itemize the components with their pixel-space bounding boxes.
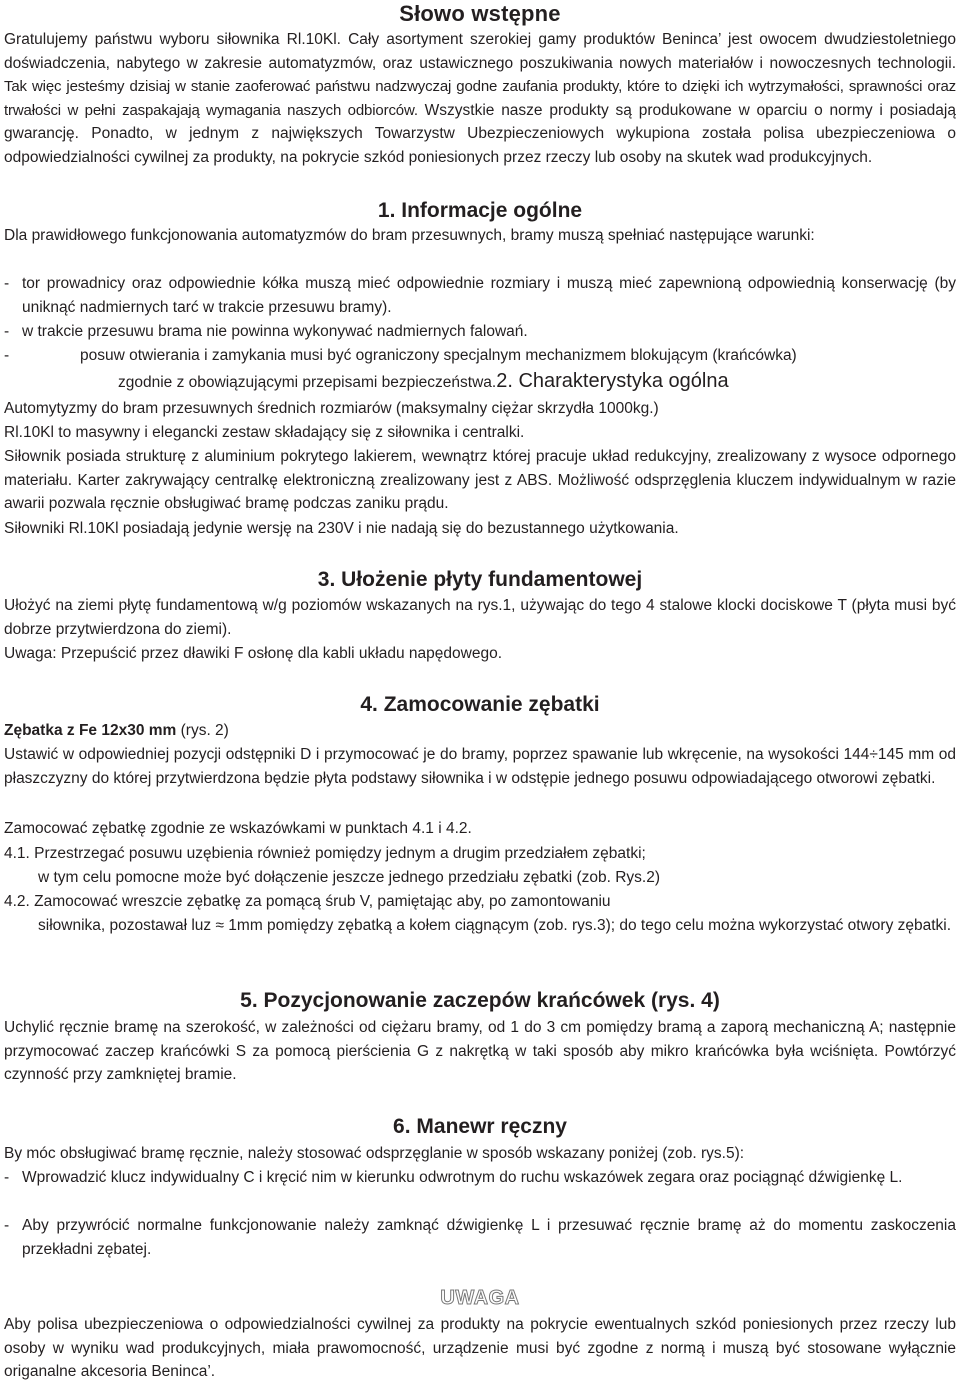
list-dash: - <box>4 275 10 292</box>
section-1-item-3b-text: zgodnie z obowiązującymi przepisami bezpieczeństwa. <box>118 374 497 391</box>
list-dash: - <box>4 1169 10 1186</box>
section-4-subheading-ref: (rys. 2) <box>176 722 229 739</box>
section-4-subheading <box>4 719 956 743</box>
section-3-paragraph: Ułożyć na ziemi płytę fundamentową w/g poziomów wskazanych na rys.1, używając do tego 4 stalowe klocki dociskowe T (płyta musi być dobrze przytwierdzona do ziemi). <box>4 597 956 638</box>
section-1-item-3a: posuw otwierania i zamykania musi być ograniczony specjalnym mechanizmem blokującym (krańcówka) <box>80 347 797 364</box>
section-6-item-1: Wprowadzić klucz indywidualny C i kręcić nim w kierunku odwrotnym do ruchu wskazówek zegara oraz pociągnąć dźwigienkę L. <box>22 1169 903 1186</box>
warning-heading: UWAGA <box>440 1287 520 1309</box>
section-4-item-42b: siłownika, pozostawał luz ≈ 1mm pomiędzy zębatką a kołem ciągnącym (zob. rys.3); do tego celu można wykorzystać otwory zębatki. <box>38 917 952 934</box>
section-6-heading: 6. Manewr ręczny <box>393 1115 567 1138</box>
intro-sentence-1: Gratulujemy państwu wyboru siłownika Rl.10Kl. Cały asortyment szerokiej gamy produktów Beninca’ jest owocem dwudziestoletniego doświadczenia, nabytego w zakresie automatyzmów, oraz ustawicznego poszukiwania nowych materiałów i nowoczesnych technologii. <box>4 31 956 72</box>
intro-title: Słowo wstępne <box>399 1 561 26</box>
warning-paragraph: Aby polisa ubezpieczeniowa o odpowiedzialności cywilnej za produkty na pokrycie ewentualnych szkód poniesionych przez rzeczy lub osoby w wyniku wad produkcyjnych, miała prawomocność, urządzenie musi być zgodne z normą i muszą być stosowane wyłącznie origanalne akcesoria Beninca’. <box>4 1316 956 1380</box>
section-2-line-1: Automytyzmy do bram przesuwnych średnich rozmiarów (maksymalny ciężar skrzydła 1000kg.) <box>4 400 659 417</box>
section-5-heading: 5. Pozycjonowanie zaczepów krańcówek (rys. 4) <box>240 989 720 1012</box>
section-4-instruction: Zamocować zębatkę zgodnie ze wskazówkami w punktach 4.1 i 4.2. <box>4 820 472 837</box>
section-2-paragraph: Siłownik posiada strukturę z aluminium pokrytego lakierem, wewnątrz której pracuje układ redukcyjny, zrealizowany z wysoce odpornego materiału. Karter zakrywający centralkę elektroniczną zrealizowany jest z ABS. Możliwość odsprzęglenia kluczem indywidualnym w razie awarii pozwala ręcznie obsługiwać bramę podczas zaniku prądu. <box>4 448 956 512</box>
intro-sentence-3: Wszystkie nasze produkty są produkowane w oparciu o normy i posiadają gwarancję. Ponadto, w jednym z największych Towarzystw Ubezpieczeniowych wykupiona została polisa ubezpieczeniowa o odpowiedzialności cywilnej za produkty, na pokrycie szkód poniesionych przez rzeczy lub osoby na skutek wad produkcyjnych. <box>4 101 956 166</box>
section-3-heading: 3. Ułożenie płyty fundamentowej <box>317 568 643 591</box>
section-1-item-3b <box>118 370 729 395</box>
section-4-item-42a: 4.2. Zamocować wreszcie zębatkę za pomącą śrub V, pamiętając aby, po zamontowaniu <box>4 893 611 910</box>
section-4-item-41a: 4.1. Przestrzegać posuwu uzębienia również pomiędzy jednym a drugim przedziałem zębatki; <box>4 845 646 862</box>
section-4-item-41b: w tym celu pomocne może być dołączenie jeszcze jednego przedziału zębatki (zob. Rys.2) <box>38 869 661 886</box>
section-4-heading: 4. Zamocowanie zębatki <box>360 693 600 716</box>
section-2-line-4: Siłowniki Rl.10Kl posiadają jedynie wersję na 230V i nie nadają się do bezustannego użytkowania. <box>4 520 679 537</box>
section-3-note: Uwaga: Przepuścić przez dławiki F osłonę dla kabli układu napędowego. <box>4 645 502 662</box>
section-1-item-2: w trakcie przesuwu brama nie powinna wykonywać nadmiernych falowań. <box>22 323 528 340</box>
list-dash: - <box>4 347 10 364</box>
section-5-paragraph: Uchylić ręcznie bramę na szerokość, w zależności od ciężaru bramy, od 1 do 3 cm pomiędzy bramą a zaporą mechaniczną A; następnie przymocować zaczep krańcówki S za pomocą pierścienia G z nakrętką w taki sposób aby mikro krańcówka była wciśnięta. Powtórzyć czynność przy zamkniętej bramie. <box>4 1019 956 1083</box>
intro-sentence-2: Tak więc jesteśmy dzisiaj w stanie zaoferować państwu nadzwyczaj godne zaufania produkty, które to dzięki ich wytrzymałości, sprawności oraz trwałości w pełni zaspakajają wymagania naszych odbiorców. <box>4 78 956 119</box>
section-1-lead: Dla prawidłowego funkcjonowania automatyzmów do bram przesuwnych, bramy muszą spełniać następujące warunki: <box>4 227 815 244</box>
section-2-heading: 2. Charakterystyka ogólna <box>496 370 729 392</box>
section-1-heading: 1. Informacje ogólne <box>377 199 583 222</box>
section-6-lead: By móc obsługiwać bramę ręcznie, należy stosować odsprzęglanie w sposób wskazany poniżej (zob. rys.5): <box>4 1145 745 1162</box>
section-2-line-2: Rl.10Kl to masywny i elegancki zestaw składający się z siłownika i centralki. <box>4 424 525 441</box>
intro-paragraph <box>4 28 956 169</box>
section-1-item-1: tor prowadnicy oraz odpowiednie kółka muszą mieć odpowiednie rozmiary i muszą mieć zapewnioną odpowiednią konserwację (by uniknąć nadmiernych tarć w trakcie przesuwu bramy). <box>22 275 956 316</box>
section-4-paragraph: Ustawić w odpowiedniej pozycji odstępniki D i przymocować je do bramy, poprzez spawanie lub wkręcenie, na wysokości 144÷145 mm od płaszczyzny do której przytwierdzona będzie płyta podstawy siłownika i w odstępie jednego posuwu odpowiadającego otworowi zębatki. <box>4 746 956 787</box>
section-6-item-2: Aby przywrócić normalne funkcjonowanie należy zamknąć dźwigienkę L i przesuwać ręcznie bramę aż do momentu zaskoczenia przekładni zębatej. <box>22 1217 956 1258</box>
list-dash: - <box>4 323 10 340</box>
list-dash: - <box>4 1217 10 1234</box>
section-4-subheading-bold: Zębatka z Fe 12x30 mm <box>4 722 177 739</box>
